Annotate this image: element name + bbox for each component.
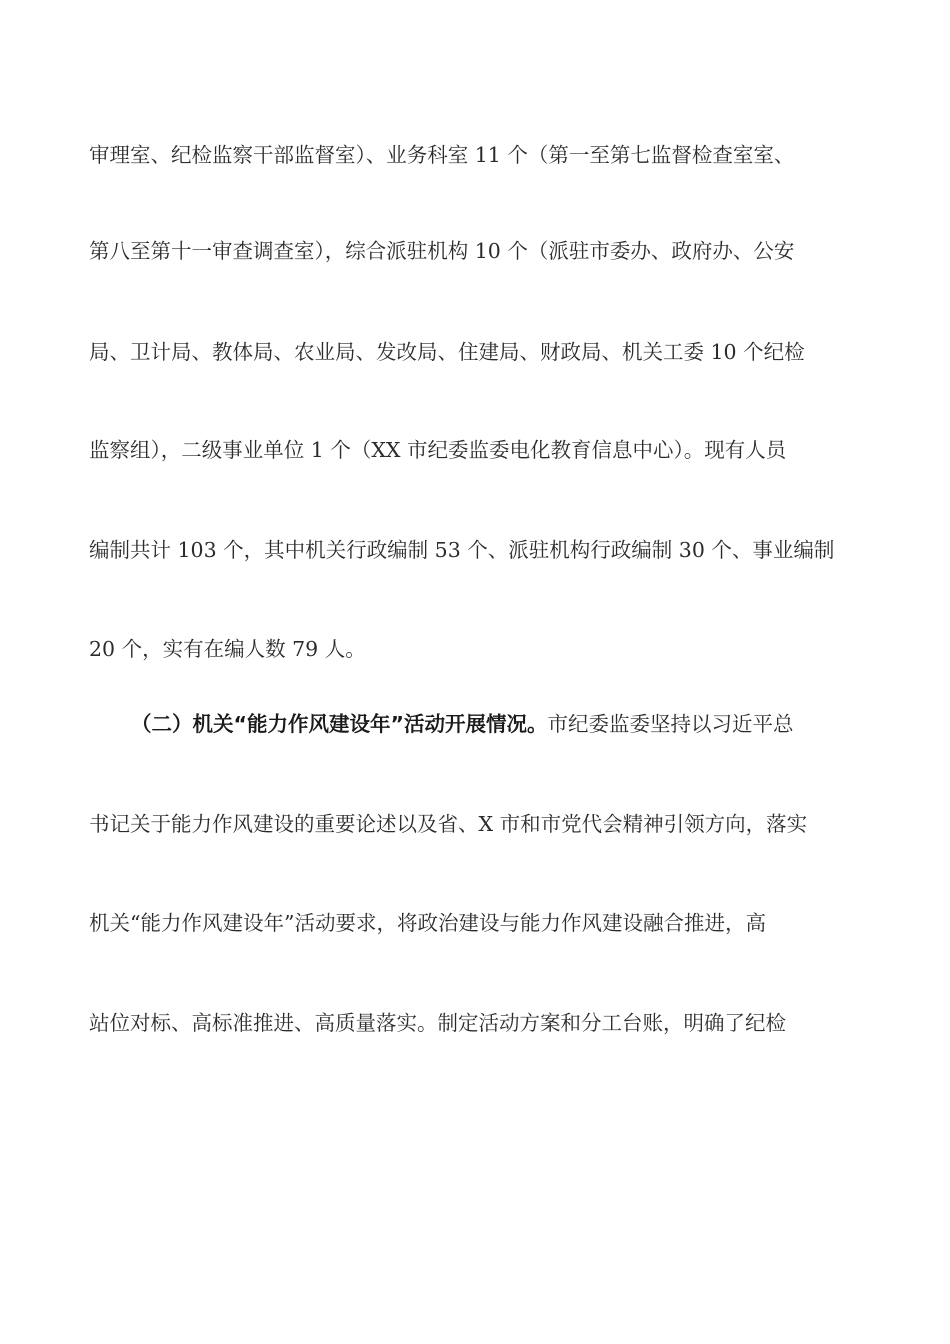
section-heading-continuation: 市纪委监委坚持以习近平总: [547, 712, 794, 736]
section-heading-line: [131, 706, 861, 742]
text-line: 局、卫计局、教体局、农业局、发改局、住建局、财政局、机关工委 10 个纪检: [89, 340, 805, 364]
text-line: 书记关于能力作风建设的重要论述以及省、X 市和市党代会精神引领方向，落实: [89, 812, 808, 836]
text-line: 第八至第十一审查调查室），综合派驻机构 10 个（派驻市委办、政府办、公安: [89, 239, 795, 263]
text-line: 监察组），二级事业单位 1 个（XX 市纪委监委电化教育信息中心）。现有人员: [89, 438, 787, 462]
text-line: 站位对标、高标准推进、高质量落实。制定活动方案和分工台账，明确了纪检: [89, 1011, 786, 1035]
section-heading: （二）机关“能力作风建设年”活动开展情况。: [131, 712, 548, 736]
text-line: 机关“能力作风建设年”活动要求，将政治建设与能力作风建设融合推进，高: [89, 911, 766, 935]
text-line: 编制共计 103 个，其中机关行政编制 53 个、派驻机构行政编制 30 个、事业编制: [89, 538, 835, 562]
text-line: 20 个，实有在编人数 79 人。: [89, 637, 366, 661]
text-line: 审理室、纪检监察干部监督室）、业务科室 11 个（第一至第七监督检查室室、: [89, 143, 795, 167]
